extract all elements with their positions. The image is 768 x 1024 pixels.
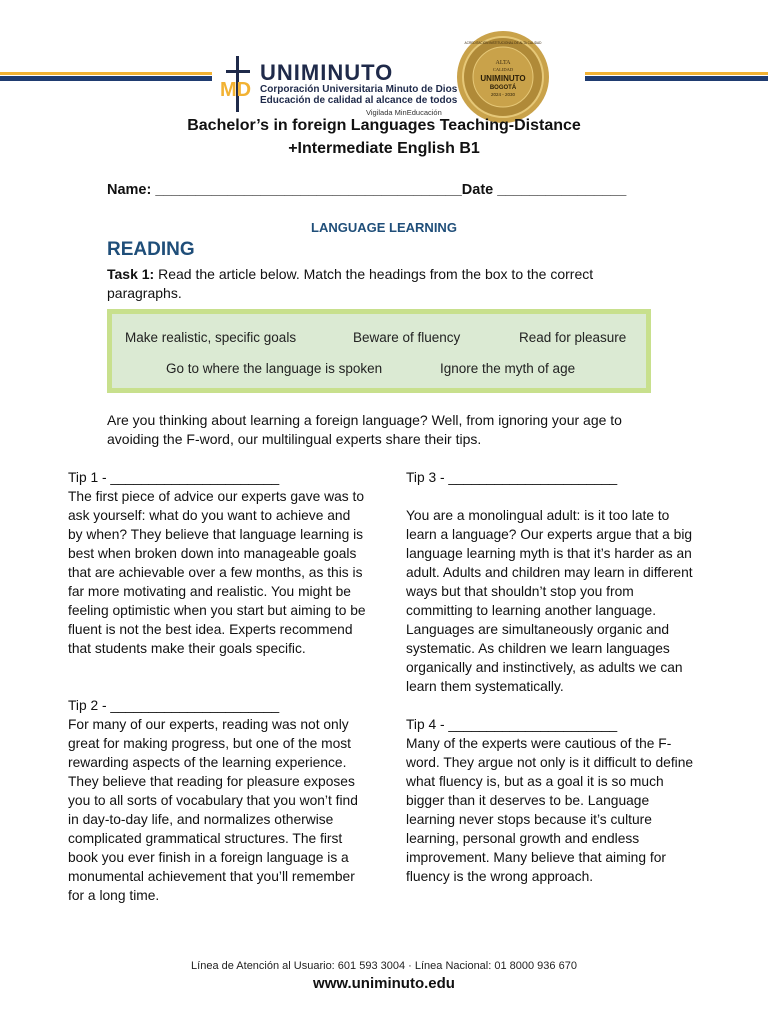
tip-2-text: For many of our experts, reading was not only great for making progress, but one of the most rewarding aspects of the learning experience. They believe that reading for pleasure exposes you to all sorts of vocabulary that you won’t find in day-to-day life, and normalizes otherwise complicated grammatical structures. The first book you ever finish in a foreign language is a monumental achievement that you’ll remember for a long time.: [68, 717, 358, 903]
tip-1-label: Tip 1 - ______________________: [68, 470, 280, 485]
uniminuto-logo: [218, 52, 458, 116]
tip-4-text: Many of the experts were cautious of the F-word. They argue not only is it difficult to define what fluency is, but as a goal it is so much bigger than it deserves to be. Language learning never stops because it’s culture learning, personal growth and endless improvement. Many believe that aiming for fluency is the wrong approach.: [406, 736, 694, 884]
header-band-right: [585, 72, 768, 81]
tip-3-label: Tip 3 - ______________________: [406, 470, 618, 485]
seal-city: BOGOTÁ: [489, 85, 517, 91]
seal-years: 2024 - 2030: [490, 92, 516, 97]
tip-2: [68, 696, 368, 905]
footer-contact: Línea de Atención al Usuario: 601 593 3004 · Línea Nacional: 01 8000 936 670: [191, 960, 577, 972]
seal-name: UNIMINUTO: [480, 74, 526, 83]
tip-3: [406, 468, 701, 696]
tip-1: [68, 468, 368, 658]
tip-4-label: Tip 4 - ______________________: [406, 717, 618, 732]
heading-option: Go to where the language is spoken: [166, 361, 383, 376]
task-label: Task 1:: [107, 266, 155, 282]
tip-4: [406, 715, 701, 886]
header-band-left: [0, 72, 212, 81]
brand-line-2: Educación de calidad al alcance de todos: [260, 95, 458, 106]
uniminuto-logo-icon: [218, 56, 258, 112]
brand-name: UNIMINUTO: [260, 60, 394, 85]
accreditation-seal-icon: [456, 30, 550, 124]
footer-website-link[interactable]: www.uniminuto.edu: [313, 975, 455, 992]
tip-3-text: You are a monolingual adult: is it too late to learn a language? Our experts argue that a big language learning myth is that it’s harder as an adult. Adults and children may learn in different ways but that shouldn’t stop you from committing to learning another language. Languages are simultaneously organic and systematic. As children we learn languages organically and instinctively, as adults we can learn them systematically.: [406, 508, 693, 694]
seal-calidad: CALIDAD: [492, 67, 514, 72]
task-text: Read the article below. Match the headings from the box to the correct paragraphs.: [107, 266, 594, 301]
heading-option: Ignore the myth of age: [440, 361, 576, 376]
heading-option: Beware of fluency: [353, 330, 461, 345]
heading-option: Read for pleasure: [519, 330, 627, 345]
seal-top: ACREDITACIÓN INSTITUCIONAL DE ALTA CALIDAD: [464, 41, 542, 45]
name-date-line: Name: ______________________________________Date ________________: [107, 182, 627, 198]
logo-mark-text: MD: [220, 79, 252, 101]
seal-alta: ALTA: [495, 60, 511, 66]
page-title-line-2: +Intermediate English B1: [288, 140, 480, 157]
headings-box: [107, 309, 651, 393]
tip-1-text: The first piece of advice our experts gave was to ask yourself: what do you want to achieve and by when? They believe that language learning is best when broken down into manageable goals that are achievable over a few months, as this is far more motivating and realistic. You might be feeling optimistic when you start but aiming to be fluent is not the best idea. Experts recommend that students make their goals specific.: [68, 489, 366, 656]
heading-option: Make realistic, specific goals: [125, 330, 297, 345]
brand-line-3: Vigilada MinEducación: [366, 108, 442, 117]
task-instruction: [107, 265, 627, 303]
intro-paragraph: Are you thinking about learning a foreign language? Well, from ignoring your age to avoiding the F-word, our multilingual experts share their tips.: [107, 412, 622, 447]
page-title-line-1: Bachelor’s in foreign Languages Teaching-Distance: [187, 117, 581, 134]
section-title: LANGUAGE LEARNING: [311, 220, 457, 235]
brand-line-1: Corporación Universitaria Minuto de Dios: [260, 84, 458, 95]
tip-2-label: Tip 2 - ______________________: [68, 698, 280, 713]
reading-heading: READING: [107, 239, 195, 260]
